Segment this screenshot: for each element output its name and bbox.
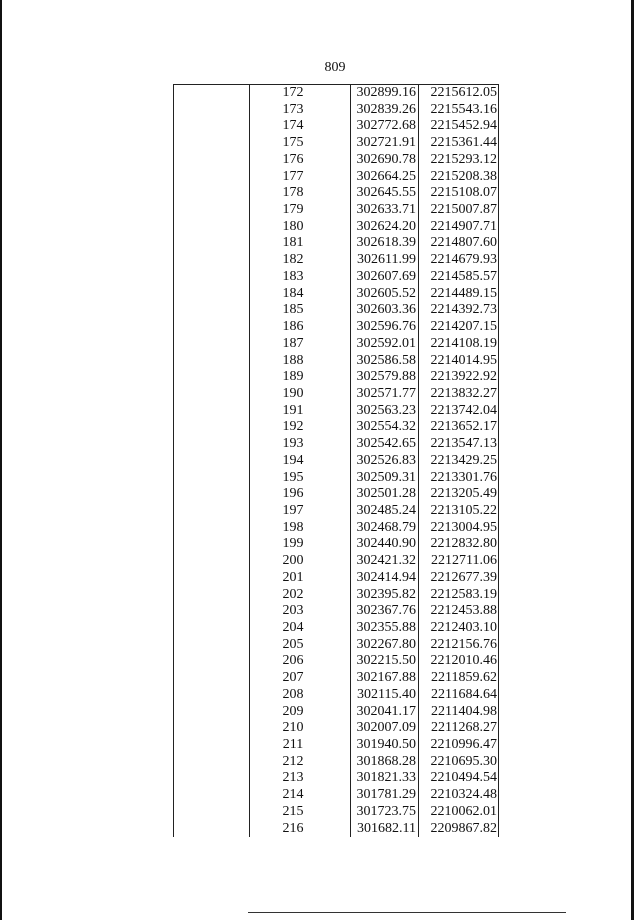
x-coordinate: 302367.76: [356, 603, 416, 619]
point-number: 175: [282, 135, 304, 151]
table-row: [174, 302, 498, 319]
scan-edge-left: [0, 0, 2, 920]
x-coordinate: 302645.55: [356, 185, 416, 201]
y-coordinate: 2209867.82: [430, 820, 497, 836]
x-coordinate: 302571.77: [356, 385, 416, 401]
table-row: [174, 570, 498, 587]
y-coordinate: 2214207.15: [430, 319, 497, 335]
x-coordinate: 302664.25: [356, 168, 416, 184]
x-coordinate: 302355.88: [356, 620, 416, 635]
x-coordinate: 302440.90: [356, 536, 416, 552]
table-row: [174, 135, 498, 152]
y-coordinate: 2212711.06: [431, 553, 497, 569]
x-coordinate: 302563.23: [356, 402, 416, 418]
x-coordinate: 301781.29: [356, 787, 416, 803]
x-coordinate: 301682.11: [357, 820, 416, 836]
table-row: [174, 85, 498, 102]
y-coordinate: 2213652.17: [430, 419, 497, 435]
y-coordinate: 2211268.27: [431, 720, 497, 736]
table-row: [174, 219, 498, 236]
table-row: [174, 403, 498, 420]
x-coordinate: 302554.32: [356, 419, 416, 435]
table-row: [174, 269, 498, 286]
table-row: [174, 470, 498, 487]
point-number: 197: [282, 502, 304, 518]
x-coordinate: 302542.65: [356, 436, 416, 452]
y-coordinate: 2214489.15: [430, 285, 497, 301]
point-number: 179: [282, 202, 304, 218]
y-coordinate: 2215108.07: [430, 185, 497, 201]
scan-edge-right: [631, 0, 634, 920]
x-coordinate: 302468.79: [356, 519, 416, 535]
y-coordinate: 2215208.38: [430, 168, 497, 184]
y-coordinate: 2213547.13: [430, 436, 497, 452]
y-coordinate: 2211684.64: [431, 686, 497, 702]
y-coordinate: 2214807.60: [430, 235, 497, 251]
y-coordinate: 2211859.62: [431, 670, 497, 686]
y-coordinate: 2210494.54: [430, 770, 497, 786]
x-coordinate: 302215.50: [356, 653, 416, 669]
y-coordinate: 2213429.25: [430, 452, 497, 468]
table-row: [174, 503, 498, 520]
point-number: 209: [282, 703, 304, 719]
table-row: [174, 419, 498, 436]
page-number: 809: [324, 60, 346, 75]
y-coordinate: 2212010.46: [430, 653, 497, 669]
point-number: 212: [282, 753, 304, 769]
x-coordinate: 302041.17: [356, 703, 416, 719]
x-coordinate: 302579.88: [356, 369, 416, 385]
y-coordinate: 2210324.48: [430, 787, 497, 803]
table-row: [174, 520, 498, 537]
point-number: 203: [282, 603, 304, 619]
y-coordinate: 2214014.95: [430, 352, 497, 368]
point-number: 204: [282, 620, 304, 635]
x-coordinate: 301940.50: [356, 737, 416, 753]
table-body: [174, 85, 498, 837]
point-number: 178: [282, 185, 304, 201]
y-coordinate: 2210695.30: [430, 753, 497, 769]
y-coordinate: 2213205.49: [430, 486, 497, 502]
table-row: [174, 587, 498, 604]
y-coordinate: 2213004.95: [430, 519, 497, 535]
table-row: [174, 720, 498, 737]
point-number: 181: [282, 235, 304, 251]
y-coordinate: 2213105.22: [430, 502, 497, 518]
point-number: 200: [282, 553, 304, 569]
table-row: [174, 653, 498, 670]
x-coordinate: 302501.28: [356, 486, 416, 502]
x-coordinate: 302592.01: [356, 335, 416, 351]
y-coordinate: 2215612.05: [430, 85, 497, 100]
table-row: [174, 369, 498, 386]
x-coordinate: 301868.28: [356, 753, 416, 769]
y-coordinate: 2215293.12: [430, 151, 497, 167]
point-number: 214: [282, 787, 304, 803]
y-coordinate: 2213301.76: [430, 469, 497, 485]
point-number: 213: [282, 770, 304, 786]
table-row: [174, 185, 498, 202]
x-coordinate: 302395.82: [356, 586, 416, 602]
x-coordinate: 302421.32: [356, 553, 416, 569]
x-coordinate: 302485.24: [356, 502, 416, 518]
table-row: [174, 804, 498, 821]
point-number: 198: [282, 519, 304, 535]
y-coordinate: 2212832.80: [430, 536, 497, 552]
y-coordinate: 2210996.47: [430, 737, 497, 753]
y-coordinate: 2215007.87: [430, 202, 497, 218]
table-row: [174, 386, 498, 403]
y-coordinate: 2215543.16: [430, 101, 497, 117]
table-row: [174, 152, 498, 169]
y-coordinate: 2215361.44: [430, 135, 497, 151]
y-coordinate: 2212677.39: [430, 569, 497, 585]
table-row: [174, 754, 498, 771]
point-number: 183: [282, 268, 304, 284]
x-coordinate: 301723.75: [356, 803, 416, 819]
x-coordinate: 302607.69: [356, 268, 416, 284]
point-number: 196: [282, 486, 304, 502]
point-number: 205: [282, 636, 304, 652]
x-coordinate: 302526.83: [356, 452, 416, 468]
x-coordinate: 302509.31: [356, 469, 416, 485]
table-row: [174, 202, 498, 219]
point-number: 208: [282, 686, 304, 702]
y-coordinate: 2212156.76: [430, 636, 497, 652]
x-coordinate: 302721.91: [356, 135, 416, 151]
point-number: 173: [282, 101, 304, 117]
point-number: 206: [282, 653, 304, 669]
y-coordinate: 2213832.27: [430, 385, 497, 401]
point-number: 188: [282, 352, 304, 368]
y-coordinate: 2213742.04: [430, 402, 497, 418]
table-row: [174, 553, 498, 570]
y-coordinate: 2210062.01: [430, 803, 497, 819]
y-coordinate: 2214679.93: [430, 252, 497, 268]
point-number: 184: [282, 285, 304, 301]
y-coordinate: 2212403.10: [430, 620, 497, 635]
y-coordinate: 2215452.94: [430, 118, 497, 134]
point-number: 176: [282, 151, 304, 167]
table-row: [174, 319, 498, 336]
x-coordinate: 302690.78: [356, 151, 416, 167]
point-number: 193: [282, 436, 304, 452]
y-coordinate: 2211404.98: [431, 703, 497, 719]
x-coordinate: 302772.68: [356, 118, 416, 134]
y-coordinate: 2212583.19: [430, 586, 497, 602]
x-coordinate: 302633.71: [356, 202, 416, 218]
x-coordinate: 302611.99: [357, 252, 416, 268]
y-coordinate: 2214585.57: [430, 268, 497, 284]
x-coordinate: 302414.94: [356, 569, 416, 585]
y-coordinate: 2214907.71: [430, 218, 497, 234]
x-coordinate: 302596.76: [356, 319, 416, 335]
table-row: [174, 252, 498, 269]
x-coordinate: 302839.26: [356, 101, 416, 117]
point-number: 207: [282, 670, 304, 686]
point-number: 210: [282, 720, 304, 736]
point-number: 215: [282, 803, 304, 819]
x-coordinate: 302624.20: [356, 218, 416, 234]
point-number: 186: [282, 319, 304, 335]
x-coordinate: 302586.58: [356, 352, 416, 368]
table-row: [174, 169, 498, 186]
point-number: 189: [282, 369, 304, 385]
point-number: 199: [282, 536, 304, 552]
point-number: 192: [282, 419, 304, 435]
table-row: [174, 787, 498, 804]
point-number: 182: [282, 252, 304, 268]
point-number: 187: [282, 335, 304, 351]
y-coordinate: 2214108.19: [430, 335, 497, 351]
coordinates-table: [173, 84, 499, 837]
x-coordinate: 302603.36: [356, 302, 416, 318]
point-number: 211: [282, 737, 304, 753]
table-row: [174, 737, 498, 754]
table-row: [174, 486, 498, 503]
point-number: 201: [282, 569, 304, 585]
x-coordinate: 302167.88: [356, 670, 416, 686]
point-number: 216: [282, 820, 304, 836]
table-row: [174, 235, 498, 252]
table-row: [174, 353, 498, 370]
table-row: [174, 821, 498, 838]
table-row: [174, 620, 498, 637]
y-coordinate: 2213922.92: [430, 369, 497, 385]
point-number: 202: [282, 586, 304, 602]
table-row: [174, 102, 498, 119]
x-coordinate: 302605.52: [356, 285, 416, 301]
table-row: [174, 603, 498, 620]
point-number: 194: [282, 452, 304, 468]
point-number: 177: [282, 168, 304, 184]
table-row: [174, 536, 498, 553]
y-coordinate: 2214392.73: [430, 302, 497, 318]
point-number: 185: [282, 302, 304, 318]
table-row: [174, 770, 498, 787]
point-number: 195: [282, 469, 304, 485]
y-coordinate: 2212453.88: [430, 603, 497, 619]
point-number: 191: [282, 402, 304, 418]
table-row: [174, 336, 498, 353]
x-coordinate: 302115.40: [357, 686, 416, 702]
x-coordinate: 302267.80: [356, 636, 416, 652]
point-number: 180: [282, 218, 304, 234]
table-row: [174, 687, 498, 704]
table-row: [174, 286, 498, 303]
point-number: 172: [282, 85, 304, 100]
table-row: [174, 453, 498, 470]
point-number: 174: [282, 118, 304, 134]
x-coordinate: 302618.39: [356, 235, 416, 251]
table-row: [174, 670, 498, 687]
x-coordinate: 302899.16: [356, 85, 416, 100]
point-number: 190: [282, 385, 304, 401]
table-row: [174, 436, 498, 453]
bottom-rule: [248, 912, 566, 913]
table-row: [174, 704, 498, 721]
table-row: [174, 637, 498, 654]
x-coordinate: 302007.09: [356, 720, 416, 736]
x-coordinate: 301821.33: [356, 770, 416, 786]
table-row: [174, 118, 498, 135]
